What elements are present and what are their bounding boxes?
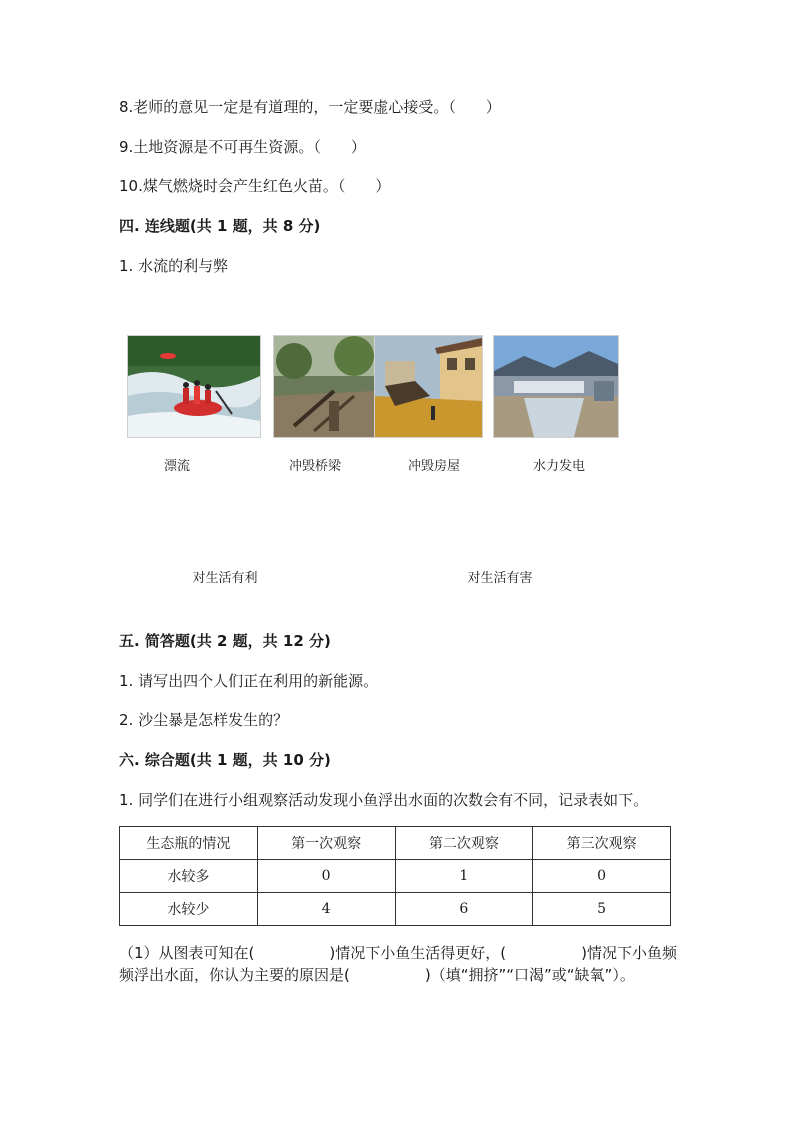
rafting-image (127, 335, 261, 438)
table-header-cell: 生态瓶的情况 (120, 827, 258, 860)
caption-house: 冲毁房屋 (407, 459, 460, 474)
table-header-cell: 第一次观察 (257, 827, 395, 860)
caption-bridge: 冲毁桥梁 (288, 459, 341, 474)
section-4-question-1: 1. 水流的利与弊 (119, 257, 229, 275)
table-row (120, 893, 671, 926)
table-cell: 水较多 (120, 860, 258, 893)
bridge-destroyed-image (273, 335, 376, 438)
section-5-title: 五. 简答题(共 2 题，共 12 分) (119, 632, 331, 650)
table-header-cell: 第二次观察 (395, 827, 533, 860)
section-6-title: 六. 综合题(共 1 题，共 10 分) (119, 751, 331, 769)
section-5-question-1: 1. 请写出四个人们正在利用的新能源。 (119, 672, 379, 690)
table-cell: 5 (533, 893, 671, 926)
house-destroyed-image (374, 335, 483, 438)
question-10: 10.煤气燃烧时会产生红色火苗。（ ） (119, 177, 391, 195)
table-cell: 4 (257, 893, 395, 926)
section-4-title: 四. 连线题(共 1 题，共 8 分) (119, 217, 321, 235)
caption-hydropower: 水力发电 (532, 459, 585, 474)
table-cell: 1 (395, 860, 533, 893)
table-header-cell: 第三次观察 (533, 827, 671, 860)
table-cell: 6 (395, 893, 533, 926)
category-harmful: 对生活有害 (467, 571, 533, 586)
hydropower-image (493, 335, 619, 438)
table-cell: 0 (533, 860, 671, 893)
question-8: 8.老师的意见一定是有道理的，一定要虚心接受。（ ） (119, 98, 501, 116)
table-cell: 水较少 (120, 893, 258, 926)
table-cell: 0 (257, 860, 395, 893)
section-6-paragraph: （1）从图表可知在( )情况下小鱼生活得更好，( )情况下小鱼频频浮出水面，你认为主要的原因是( )（填“拥挤”“口渴”或“缺氧”）。 (119, 944, 677, 984)
table-header-row (120, 827, 671, 860)
section-6-question-1: 1. 同学们在进行小组观察活动发现小鱼浮出水面的次数会有不同，记录表如下。 (119, 791, 649, 809)
table-row (120, 860, 671, 893)
category-beneficial: 对生活有利 (192, 571, 258, 586)
caption-rafting: 漂流 (163, 459, 190, 474)
question-9: 9.土地资源是不可再生资源。（ ） (119, 138, 366, 156)
observation-table (119, 826, 671, 926)
section-5-question-2: 2. 沙尘暴是怎样发生的？ (119, 711, 289, 729)
